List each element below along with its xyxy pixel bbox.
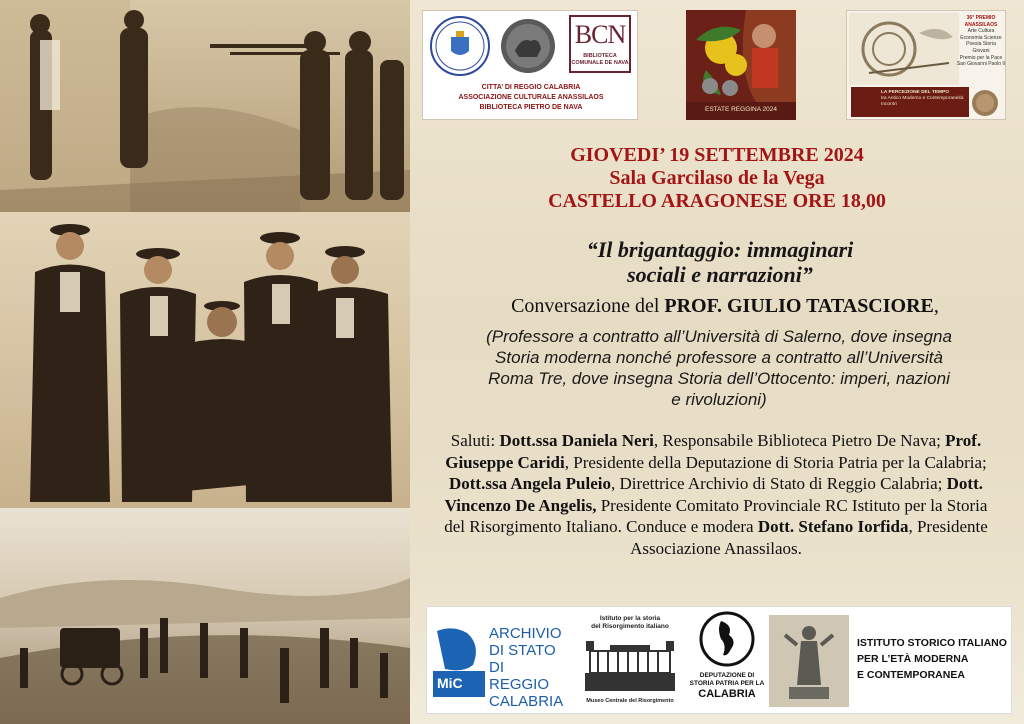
ancient-coin-icon bbox=[499, 17, 557, 75]
organizer-association: ASSOCIAZIONE CULTURALE ANASSILAOS bbox=[458, 94, 604, 101]
photo-brigands-group bbox=[0, 212, 410, 508]
bcn-monogram: BCN bbox=[574, 20, 626, 49]
event-title-line1: “Il brigantaggio: immaginari bbox=[586, 237, 854, 262]
event-title-line2: sociali e narrazioni” bbox=[627, 262, 813, 287]
deputazione-line: CALABRIA bbox=[698, 688, 756, 700]
risorgimento-logo bbox=[575, 615, 685, 709]
archivio-logo bbox=[433, 625, 564, 710]
premio-item: Economia Scienze bbox=[960, 34, 1002, 41]
archivio-line: CALABRIA bbox=[489, 693, 564, 710]
istituto-line: PER L’ETÀ MODERNA bbox=[857, 653, 969, 665]
estate-reggina-artwork-icon bbox=[686, 10, 796, 102]
premio-item: Giovani bbox=[972, 47, 990, 54]
event-date: GIOVEDI’ 19 SETTEMBRE 2024 bbox=[570, 144, 864, 166]
greeting-role: , Presidente Associazione Anassilaos. bbox=[630, 517, 988, 558]
greeting-name: Prof. Giuseppe Caridi bbox=[445, 431, 982, 472]
premio-footer-subtitle: tra Antico Moderno e Contemporaneità bbox=[881, 96, 964, 101]
archivio-line: DI STATO bbox=[489, 642, 556, 659]
organizer-library: BIBLIOTECA PIETRO DE NAVA bbox=[479, 104, 583, 111]
bcn-logo bbox=[569, 15, 631, 73]
premio-anassilaos-logo bbox=[846, 10, 1006, 120]
premio-text-block bbox=[955, 15, 1007, 68]
archivio-text bbox=[489, 625, 563, 710]
istituto-line: E CONTEMPORANEA bbox=[857, 669, 965, 681]
risorgimento-bottom: Museo Centrale del Risorgimento bbox=[586, 698, 674, 704]
greeting-name: Dott.ssa Daniela Neri bbox=[499, 431, 654, 450]
conversation-line bbox=[430, 295, 1020, 318]
speaker-bio-line: Storia moderna nonché professore a contratto all’Università bbox=[495, 348, 943, 367]
risorgimento-top-line: del Risorgimento italiano bbox=[591, 623, 669, 630]
greeting-role: , Responsabile Biblioteca Pietro De Nava; bbox=[653, 431, 946, 450]
deputazione-line: STORIA PATRIA PER LA bbox=[689, 680, 765, 687]
partners-logo-strip bbox=[426, 606, 1012, 714]
premio-item: Poesia Storia bbox=[966, 41, 996, 48]
speaker-bio-line: (Professore a contratto all’Università di Salerno, dove insegna bbox=[486, 327, 952, 346]
event-title bbox=[470, 237, 970, 287]
event-panel bbox=[410, 0, 1024, 724]
speaker-bio-line: e rivoluzioni) bbox=[671, 390, 767, 409]
speaker-name: PROF. GIULIO TATASCIORE bbox=[664, 295, 934, 317]
statue-image-icon bbox=[769, 615, 849, 707]
photo-execution-scene bbox=[0, 0, 410, 212]
greeting-role: , Direttrice Archivio di Stato di Reggio Calabria; bbox=[610, 474, 947, 494]
mic-badge: MiC bbox=[437, 675, 463, 691]
premio-medal-icon bbox=[971, 89, 999, 117]
estate-reggina-logo bbox=[686, 10, 796, 120]
archivio-line: ARCHIVIO bbox=[489, 625, 562, 642]
speaker-bio bbox=[432, 326, 1006, 410]
premio-item: Arte Cultura bbox=[967, 28, 995, 35]
istituto-storico-text bbox=[857, 635, 1007, 683]
speaker-bio-line: Roma Tre, dove insegna Storia dell’Ottocento: imperi, nazioni bbox=[488, 369, 950, 388]
istituto-line: ISTITUTO STORICO ITALIANO bbox=[857, 637, 1007, 649]
deputazione-logo bbox=[689, 611, 765, 711]
greeting-role: Presidente Comitato Provinciale RC Istituto per la Storia del Risorgimento Italiano. Conduce e modera bbox=[444, 495, 988, 537]
premio-footer-title: LA PERCEZIONE DEL TEMPO bbox=[881, 90, 949, 95]
vittoriano-monument-icon bbox=[580, 631, 680, 693]
organizers-text bbox=[423, 83, 639, 113]
premio-footer bbox=[851, 87, 969, 117]
archivio-line: DI REGGIO bbox=[489, 659, 550, 693]
city-coat-of-arms-icon bbox=[429, 15, 491, 77]
event-venue: Sala Garcilaso de la Vega bbox=[609, 167, 825, 189]
organizer-city: CITTA’ DI REGGIO CALABRIA bbox=[481, 84, 581, 91]
premio-title: 36° PREMIO bbox=[966, 15, 996, 21]
time-perception-artwork-icon bbox=[849, 13, 959, 85]
photo-ambush-scene bbox=[0, 508, 410, 724]
greetings-paragraph bbox=[436, 430, 996, 560]
conversation-prefix: Conversazione del bbox=[511, 295, 665, 317]
greeting-name: Dott. Vincenzo De Angelis, bbox=[444, 474, 984, 515]
bcn-caption: BIBLIOTECA COMUNALE DE NAVA bbox=[571, 53, 629, 66]
organizers-logo-box bbox=[422, 10, 638, 120]
premio-footer-note: Incontri bbox=[881, 102, 897, 107]
greeting-name: Dott. Stefano Iorfida bbox=[757, 517, 909, 537]
conversation-suffix: , bbox=[933, 295, 939, 317]
event-place-time: CASTELLO ARAGONESE ORE 18,00 bbox=[548, 190, 886, 212]
premio-item: Premio per la Pace bbox=[959, 54, 1003, 61]
premio-name: ANASSILAOS bbox=[964, 21, 998, 28]
greeting-role: , Presidente della Deputazione di Storia Patria per la Calabria; bbox=[564, 452, 987, 472]
risorgimento-top bbox=[575, 615, 685, 631]
estate-reggina-caption: ESTATE REGGINA 2024 bbox=[704, 106, 777, 113]
premio-item: San Giovanni Paolo II bbox=[956, 61, 1006, 68]
deputazione-text bbox=[689, 672, 765, 701]
deputazione-line: DEPUTAZIONE DI bbox=[699, 672, 755, 679]
risorgimento-top-line: Istituto per la storia bbox=[599, 615, 661, 622]
greeting-name: Dott.ssa Angela Puleio bbox=[448, 474, 611, 494]
greetings-intro: Saluti: bbox=[450, 431, 500, 450]
calabria-seal-icon bbox=[699, 611, 755, 667]
